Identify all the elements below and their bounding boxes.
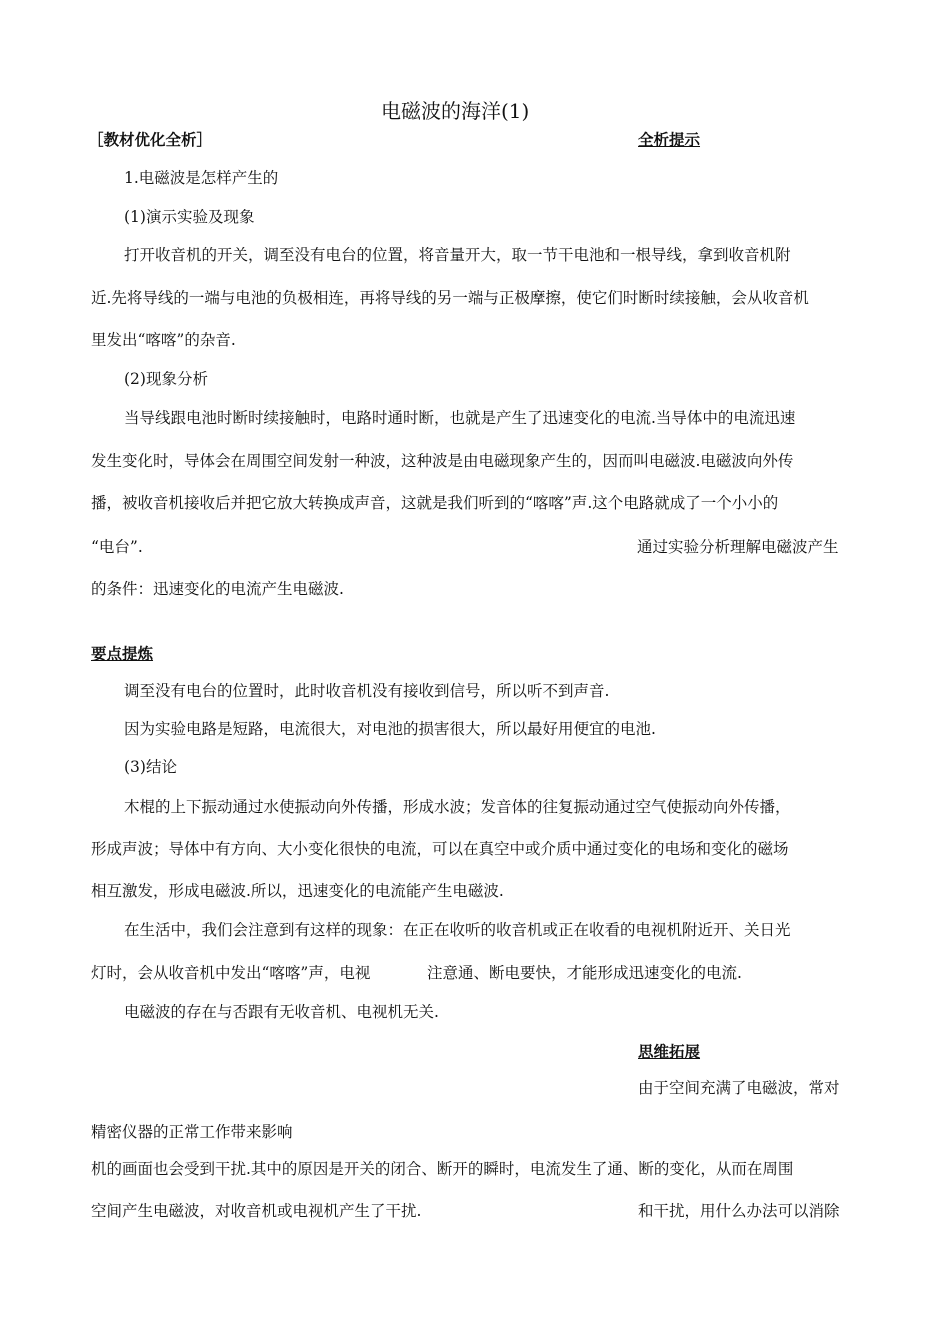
paragraph-line: 相互激发，形成电磁波.所以，迅速变化的电流能产生电磁波. (91, 882, 504, 900)
paragraph-line: 里发出“喀喀”的杂音. (91, 331, 236, 349)
paragraph-line: 发生变化时，导体会在周围空间发射一种波，这种波是由电磁现象产生的，因而叫电磁波.电磁波向外传 (91, 452, 794, 470)
paragraph-line: 木棍的上下振动通过水使振动向外传播，形成水波；发音体的往复振动通过空气使振动向外传播， (124, 798, 791, 816)
paragraph-line: 打开收音机的开关，调至没有电台的位置，将音量开大，取一节干电池和一根导线，拿到收音机附 (124, 246, 791, 264)
side-note: 和干扰，用什么办法可以消除 (638, 1202, 840, 1220)
paragraph-line: 电磁波的存在与否跟有无收音机、电视机无关. (124, 1003, 439, 1021)
page-title: 电磁波的海洋(1) (381, 99, 530, 123)
key-points-heading: 要点提炼 (91, 644, 154, 663)
side-note: 的条件：迅速变化的电流产生电磁波. (91, 580, 344, 598)
side-note: 通过实验分析理解电磁波产生 (637, 538, 839, 556)
thinking-heading: 思维拓展 (638, 1042, 701, 1061)
paragraph-line: 播，被收音机接收后并把它放大转换成声音，这就是我们听到的“喀喀”声.这个电路就成了一个小小的 (91, 494, 779, 512)
paragraph-line: 在生活中，我们会注意到有这样的现象：在正在收听的收音机或正在收看的电视机附近开、关日光 (124, 921, 791, 939)
subsection-heading: (1)演示实验及现象 (124, 208, 255, 226)
paragraph-line: 机的画面也会受到干扰.其中的原因是开关的闭合、断开的瞬时，电流发生了通、断的变化，从而在周围 (91, 1160, 794, 1178)
right-section-header: 全析提示 (638, 130, 701, 149)
paragraph-line: “电台”. (91, 538, 143, 556)
subsection-heading: (3)结论 (124, 758, 177, 776)
left-section-header: ［教材优化全析］ (88, 130, 213, 149)
side-note: 由于空间充满了电磁波，常对 (638, 1079, 840, 1097)
subsection-heading: (2)现象分析 (124, 370, 208, 388)
section-heading: 1.电磁波是怎样产生的 (124, 169, 279, 187)
paragraph-line: 空间产生电磁波，对收音机或电视机产生了干扰. (91, 1202, 422, 1220)
side-note: 精密仪器的正常工作带来影响 (91, 1123, 293, 1141)
key-point: 调至没有电台的位置时，此时收音机没有接收到信号，所以听不到声音. (124, 682, 610, 700)
paragraph-line: 近.先将导线的一端与电池的负极相连，再将导线的另一端与正极摩擦，使它们时断时续接触，会从收音机 (91, 289, 809, 307)
paragraph-line: 注意通、断电要快，才能形成迅速变化的电流. (427, 964, 742, 982)
paragraph-line: 形成声波；导体中有方向、大小变化很快的电流，可以在真空中或介质中通过变化的电场和变化的磁场 (91, 840, 789, 858)
key-point: 因为实验电路是短路，电流很大，对电池的损害很大，所以最好用便宜的电池. (124, 720, 656, 738)
paragraph-line: 灯时，会从收音机中发出“喀喀”声，电视 (91, 964, 371, 982)
paragraph-line: 当导线跟电池时断时续接触时，电路时通时断，也就是产生了迅速变化的电流.当导体中的电流迅速 (124, 409, 796, 427)
